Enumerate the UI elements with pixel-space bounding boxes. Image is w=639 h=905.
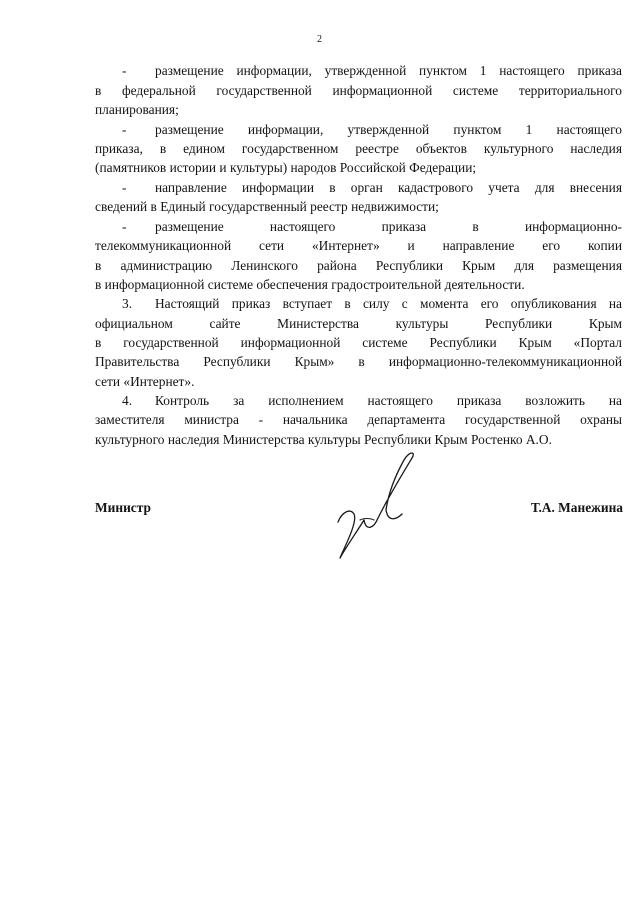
paragraph-line: в информационной системе обеспечения градостроительной деятельности. bbox=[95, 277, 525, 292]
paragraph-line: размещение настоящего приказа в информационно- bbox=[155, 219, 622, 234]
paragraph-line: приказа, в едином государственном реестре объектов культурного наследия bbox=[95, 141, 622, 156]
paragraph-line: планирования; bbox=[95, 102, 179, 117]
list-marker: - bbox=[122, 180, 127, 195]
paragraph-line: Настоящий приказ вступает в силу с момента его опубликования на bbox=[155, 296, 622, 311]
list-marker: 3. bbox=[122, 296, 133, 311]
list-marker: - bbox=[122, 219, 127, 234]
paragraph-line: культурного наследия Министерства культуры Республики Крым Ростенко А.О. bbox=[95, 432, 552, 447]
paragraph-line: заместителя министра - начальника департамента государственной охраны bbox=[95, 412, 622, 427]
paragraph-line: Правительства Республики Крым» в информационно-телекоммуникационной bbox=[95, 354, 622, 369]
paragraph-line: размещение информации, утвержденной пунктом 1 настоящего bbox=[155, 122, 622, 137]
paragraph-line: направление информации в орган кадастрового учета для внесения bbox=[155, 180, 622, 195]
page-number: 2 bbox=[317, 34, 322, 45]
paragraph-line: размещение информации, утвержденной пунктом 1 настоящего приказа bbox=[155, 63, 622, 78]
handwritten-signature bbox=[330, 448, 430, 568]
paragraph-line: в федеральной государственной информационной системе территориального bbox=[95, 83, 622, 98]
signatory-position: Министр bbox=[95, 500, 151, 515]
list-marker: 4. bbox=[122, 393, 133, 408]
list-marker: - bbox=[122, 122, 127, 137]
paragraph-line: в государственной информационной системе Республики Крым «Портал bbox=[95, 335, 622, 350]
paragraph-line: телекоммуникационной сети «Интернет» и направление его копии bbox=[95, 238, 622, 253]
paragraph-line: Контроль за исполнением настоящего приказа возложить на bbox=[155, 393, 622, 408]
paragraph-line: сети «Интернет». bbox=[95, 374, 195, 389]
paragraph-line: в администрацию Ленинского района Республики Крым для размещения bbox=[95, 258, 622, 273]
signatory-name: Т.А. Манежина bbox=[530, 500, 623, 515]
paragraph-line: (памятников истории и культуры) народов Российской Федерации; bbox=[95, 160, 477, 175]
paragraph-line: сведений в Единый государственный реестр недвижимости; bbox=[95, 199, 439, 214]
paragraph-line: официальном сайте Министерства культуры Республики Крым bbox=[95, 316, 622, 331]
list-marker: - bbox=[122, 63, 127, 78]
